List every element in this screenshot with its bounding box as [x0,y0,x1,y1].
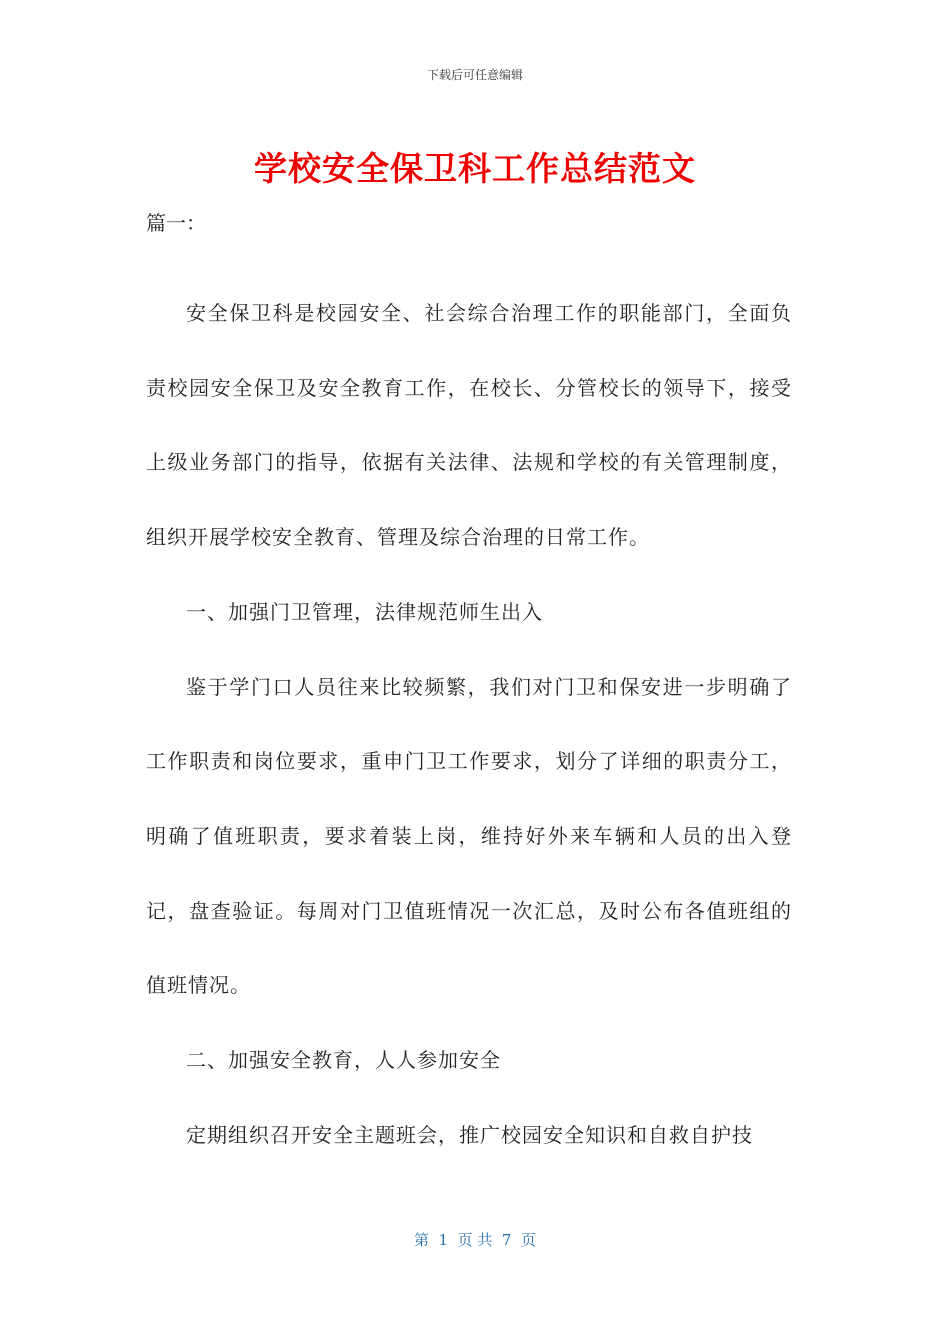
heading-safety-education: 二、加强安全教育，人人参加安全 [186,1048,501,1073]
paragraph-safety-education: 定期组织召开安全主题班会，推广校园安全知识和自救自护技 [186,1122,753,1147]
paragraph-intro: 安全保卫科是校园安全、社会综合治理工作的职能部门，全面负责校园安全保卫及安全教育工作，在校长、分管校长的领导下，接受上级业务部门的指导，依据有关法律、法规和学校的有关管理制度，组织开展学校安全教育、管理及综合治理的日常工作。 [146,301,792,550]
document-body [146,276,792,1172]
paragraph-gate-management: 鉴于学门口人员往来比较频繁，我们对门卫和保安进一步明确了工作职责和岗位要求，重申门卫工作要求，划分了详细的职责分工，明确了值班职责，要求着装上岗，维持好外来车辆和人员的出入登记，盘查验证。每周对门卫值班情况一次汇总，及时公布各值班组的值班情况。 [146,674,792,998]
section-label: 篇一： [146,211,206,235]
header-note: 下载后可任意编辑 [426,68,523,82]
document-title: 学校安全保卫科工作总结范文 [254,149,696,188]
heading-gate-management: 一、加强门卫管理，法律规范师生出入 [186,599,543,624]
page-number-footer: 第 1 页 共 7 页 [414,1231,536,1249]
